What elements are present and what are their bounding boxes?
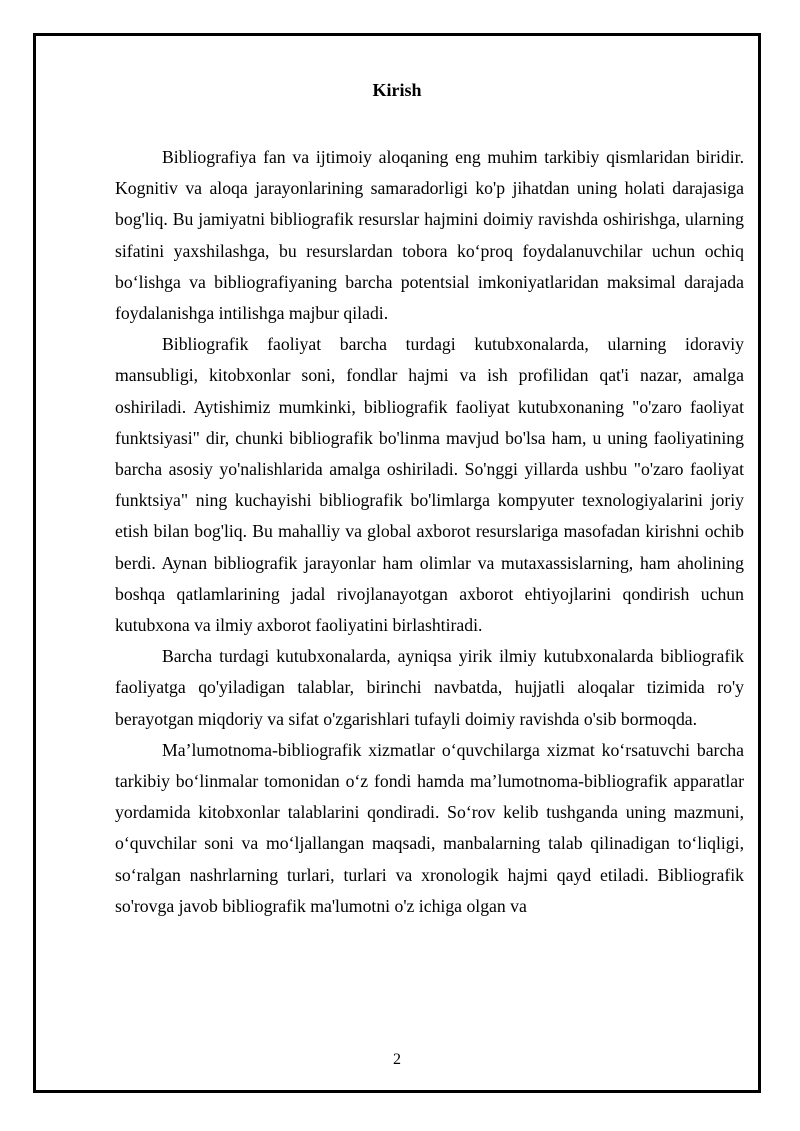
page-number: 2 [393, 1051, 401, 1068]
paragraph: Bibliografiya fan va ijtimoiy aloqaning eng muhim tarkibiy qismlaridan biridir. Kognitiv va aloqa jarayonlarining samaradorligi ko'p jihatdan uning holati darajasiga bog'liq. Bu jamiyatni bibliografik resurslar hajmini doimiy ravishda oshirishga, ularning sifatini yaxshilashga, bu resurslardan tobora koʻproq foydalanuvchilar uchun ochiq boʻlishga va bibliografiyaning barcha potentsial imkoniyatlaridan maksimal darajada foydalanishga intilishga majbur qiladi. [115, 147, 744, 324]
page-title: Kirish [372, 80, 422, 100]
paragraph: Barcha turdagi kutubxonalarda, ayniqsa yirik ilmiy kutubxonalarda bibliografik faoliyatga qo'yiladigan talablar, birinchi navbatda, hujjatli aloqalar tizimida ro'y berayotgan miqdoriy va sifat o'zgarishlari tufayli doimiy ravishda o'sib bormoqda. [115, 646, 744, 729]
paragraph: Ma’lumotnoma-bibliografik xizmatlar oʻquvchilarga xizmat koʻrsatuvchi barcha tarkibiy boʻlinmalar tomonidan oʻz fondi hamda ma’lumotnoma-bibliografik apparatlar yordamida kitobxonlar talablarini qondiradi. Soʻrov kelib tushganda uning mazmuni, oʻquvchilar soni va moʻljallangan maqsadi, manbalarning talab qilinadigan toʻliqligi, soʻralgan nashrlarning turlari, turlari va xronologik hajmi qayd etiladi. Bibliografik so'rovga javob bibliografik ma'lumotni o'z ichiga olgan va [115, 739, 744, 916]
paragraph: Bibliografik faoliyat barcha turdagi kutubxonalarda, ularning idoraviy mansubligi, kitobxonlar soni, fondlar hajmi va ish profilidan qat'i nazar, amalga oshiriladi. Aytishimiz mumkinki, bibliografik faoliyat kutubxonaning "o'zaro faoliyat funktsiyasi" dir, chunki bibliografik bo'linma mavjud bo'lsa ham, u uning faoliyatining barcha asosiy yo'nalishlarida amalga oshiriladi. So'nggi yillarda ushbu "o'zaro faoliyat funktsiya" ning kuchayishi bibliografik bo'limlarga kompyuter texnologiyalarini joriy etish bilan bog'liq. Bu mahalliy va global axborot resurslariga masofadan kirishni ochib berdi. Aynan bibliografik jarayonlar ham olimlar va mutaxassislarning, ham aholining boshqa qatlamlarining jadal rivojlanayotgan axborot ehtiyojlarini qondirish uchun kutubxona va ilmiy axborot faoliyatini birlashtiradi. [115, 334, 744, 636]
page-frame [33, 33, 761, 1093]
document-body [115, 142, 744, 922]
